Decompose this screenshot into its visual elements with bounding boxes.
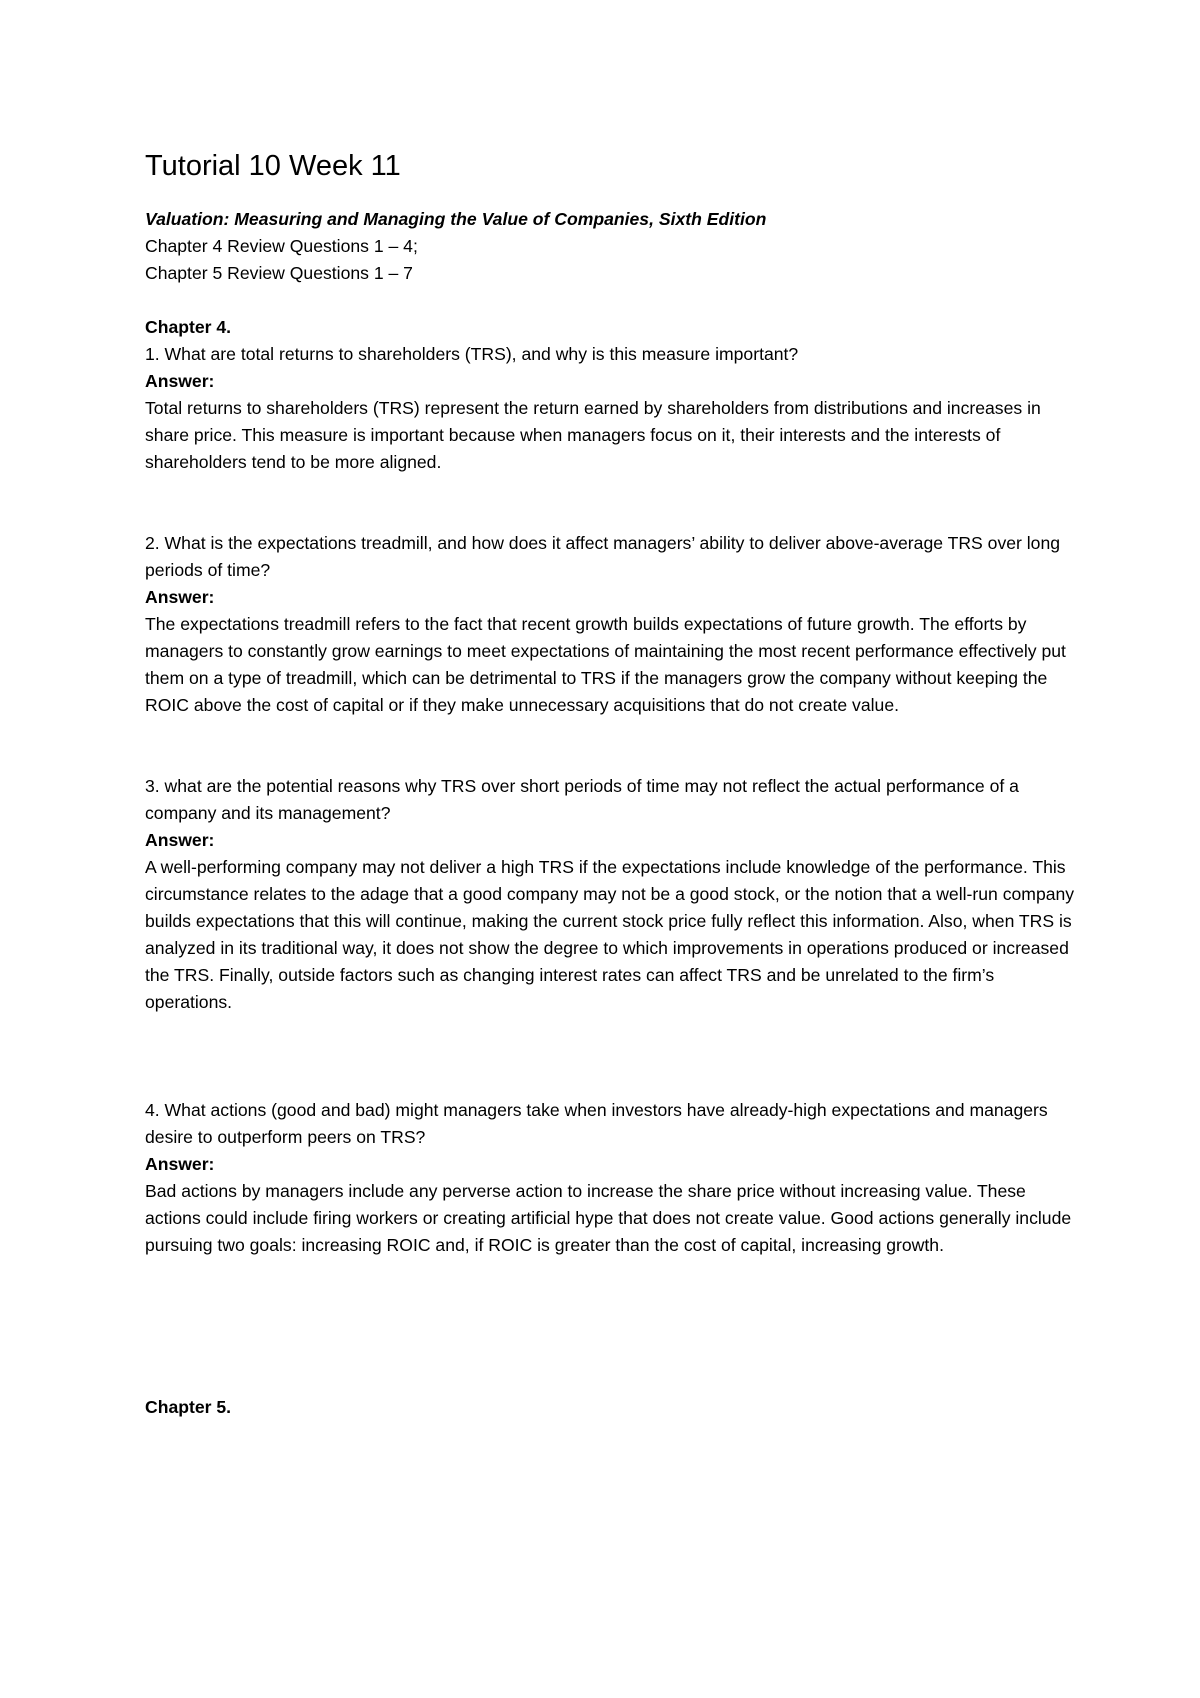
assignment-line-chapter-4: Chapter 4 Review Questions 1 – 4;	[145, 236, 418, 256]
question-block-3	[145, 773, 1080, 1016]
chapter-4-heading: Chapter 4.	[145, 317, 232, 337]
question-block-1	[145, 341, 1080, 476]
answer-label-3: Answer:	[145, 830, 215, 850]
blank-lines	[145, 476, 1080, 530]
answer-4: Bad actions by managers include any perverse action to increase the share price without increasing value. These actions could include firing workers or creating artificial hype that does not create value. Good actions generally include pursuing two goals: increasing ROIC and, if ROIC is greater than the cost of capital, increasing growth.	[145, 1181, 1072, 1255]
answer-1: Total returns to shareholders (TRS) represent the return earned by shareholders from distributions and increases in share price. This measure is important because when managers focus on it, their interests and the interests of shareholders tend to be more aligned.	[145, 398, 1041, 472]
assignment-line-chapter-5: Chapter 5 Review Questions 1 – 7	[145, 263, 413, 283]
question-4: 4. What actions (good and bad) might managers take when investors have already-high expectations and managers desire to outperform peers on TRS?	[145, 1100, 1048, 1147]
document-title: Tutorial 10 Week 11	[145, 150, 401, 182]
blank-lines	[145, 1016, 1080, 1097]
blank-lines	[145, 719, 1080, 773]
answer-label-1: Answer:	[145, 371, 215, 391]
answer-3: A well-performing company may not deliver a high TRS if the expectations include knowledge of the performance. This circumstance relates to the adage that a good company may not be a good stock, or the notion that a well-run company builds expectations that this will continue, making the current stock price fully reflect this information. Also, when TRS is analyzed in its traditional way, it does not show the degree to which improvements in operations produced or increased the TRS. Finally, outside factors such as changing interest rates can affect TRS and be unrelated to the firm’s operations.	[145, 857, 1075, 1012]
answer-2: The expectations treadmill refers to the fact that recent growth builds expectations of future growth. The efforts by managers to constantly grow earnings to meet expectations of maintaining the most recent performance effectively put them on a type of treadmill, which can be detrimental to TRS if the managers grow the company without keeping the ROIC above the cost of capital or if they make unnecessary acquisitions that do not create value.	[145, 614, 1066, 715]
answer-label-4: Answer:	[145, 1154, 215, 1174]
document-page	[145, 148, 1080, 1421]
blank-line	[145, 287, 1080, 314]
answer-label-2: Answer:	[145, 587, 215, 607]
book-title: Valuation: Measuring and Managing the Value of Companies, Sixth Edition	[145, 209, 767, 229]
question-3: 3. what are the potential reasons why TRS over short periods of time may not reflect the actual performance of a company and its management?	[145, 776, 1019, 823]
chapter-5-heading: Chapter 5.	[145, 1397, 232, 1417]
question-2: 2. What is the expectations treadmill, and how does it affect managers’ ability to deliver above-average TRS over long periods of time?	[145, 533, 1061, 580]
question-block-4	[145, 1097, 1080, 1259]
blank-lines	[145, 1259, 1080, 1394]
question-1: 1. What are total returns to shareholders (TRS), and why is this measure important?	[145, 344, 799, 364]
question-block-2	[145, 530, 1080, 719]
